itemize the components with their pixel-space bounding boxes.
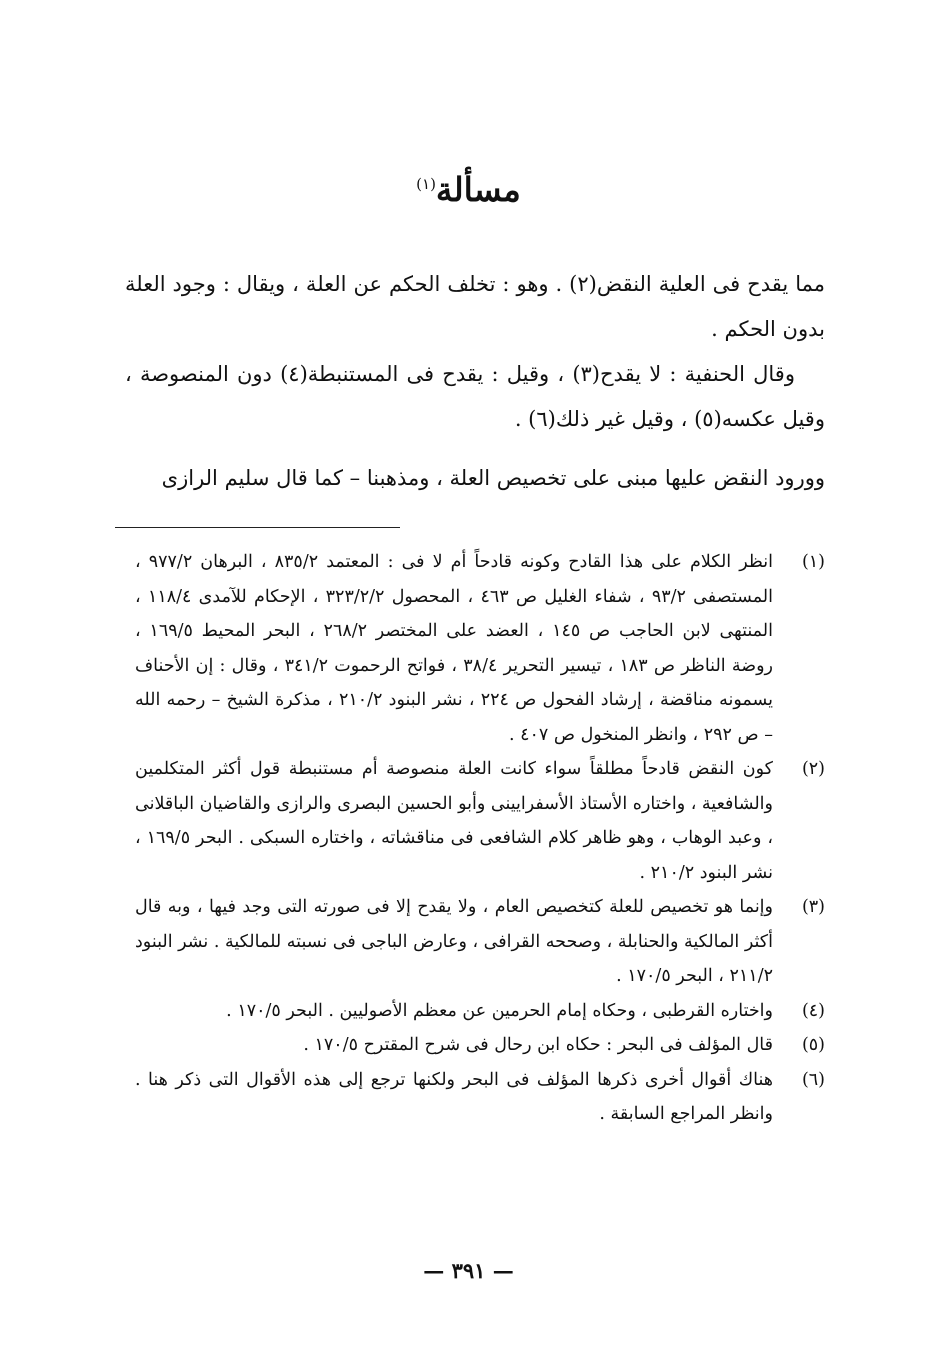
footnote-number: (٣): [801, 897, 825, 917]
footnote-separator: [115, 527, 400, 528]
footnote-4: [135, 994, 825, 1029]
footnote-number: (١): [801, 552, 825, 572]
footnote-text: واختاره القرطبى ، وحكاه إمام الحرمين عن معظم الأصوليين . البحر ١٧٠/٥ .: [226, 1000, 773, 1021]
paragraph-1: مما يقدح فى العلية النقض(٢) . وهو : تخلف الحكم عن العلة ، ويقال : وجود العلة بدون الحكم .: [125, 272, 825, 341]
footnote-text: انظر الكلام على هذا القادح وكونه قادحاً أم لا فى : المعتمد ٨٣٥/٢ ، البرهان ٩٧٧/٢ ، المستصفى ٩٣/٢ ، شفاء الغليل ص ٤٦٣ ، المحصول ٣٢٣/٢/٢ ، الإحكام للآمدى ١١٨/٤ ، المنتهى لابن الحاجب ص ١٤٥ ، العضد على المختصر ٢٦٨/٢ ، البحر المحيط ١٦٩/٥ ، روضة الناظر ص ١٨٣ ، تيسير التحرير ٣٨/٤ ، فواتح الرحموت ٣٤١/٢ ، وقال : إن الأحناف يسمونه مناقضة ، إرشاد الفحول ص ٢٢٤ ، نشر البنود ٢١٠/٢ ، مذكرة الشيخ – رحمه الله – ص ٢٩٢ ، وانظر المنخول ص ٤٠٧ .: [135, 552, 774, 745]
title-text: مسألة: [435, 170, 521, 209]
section-title: [0, 170, 937, 209]
footnote-3: [135, 890, 825, 994]
footnotes: [135, 545, 825, 1132]
footnote-text: هناك أقوال أخرى ذكرها المؤلف فى البحر ولكنها ترجع إلى هذه الأقوال التى ذكر هنا . وانظر المراجع السابقة .: [135, 1069, 773, 1124]
footnote-2: [135, 752, 825, 890]
paragraph-3: وورود النقض عليها مبنى على تخصيص العلة ، ومذهبنا – كما قال سليم الرازى: [161, 466, 825, 490]
footnote-number: (٢): [801, 759, 825, 779]
main-text: [125, 262, 825, 501]
footnote-text: قال المؤلف فى البحر : حكاه ابن رحال فى شرح المقترح ١٧٠/٥ .: [303, 1035, 773, 1055]
footnote-1: [135, 545, 825, 752]
footnote-text: كون النقض قادحاً مطلقاً سواء كانت العلة منصوصة أم مستنبطة قول أكثر المتكلمين والشافعية ، واختاره الأستاذ الأسفرايينى وأبو الحسين البصرى والرازى والقاضيان الباقلانى ، وعبد الوهاب ، وهو ظاهر كلام الشافعى فى مناقشاته ، واختاره السبكى . البحر ١٦٩/٥ ، نشر البنود ٢١٠/٢ .: [135, 759, 773, 883]
footnote-5: [135, 1028, 825, 1063]
footnote-number: (٦): [801, 1069, 825, 1090]
footnote-text: وإنما هو تخصيص للعلة كتخصيص العام ، ولا يقدح إلا فى صورته التى وجد فيها ، وبه قال أكثر المالكية والحنابلة ، وصححه القرافى ، وعارض الباجى فى نسبته للمالكية . نشر البنود ٢١١/٢ ، البحر ١٧٠/٥ .: [135, 897, 773, 986]
title-footnote-ref: (١): [416, 175, 436, 193]
paragraph-2: وقال الحنفية : لا يقدح(٣) ، وقيل : يقدح فى المستنبطة(٤) دون المنصوصة ، وقيل عكسه(٥) ، وقيل غير ذلك(٦) .: [125, 362, 825, 431]
page-number: — ٣٩١ —: [423, 1258, 514, 1283]
footnote-6: [135, 1063, 825, 1132]
footnote-number: (٥): [801, 1035, 825, 1055]
footnote-number: (٤): [801, 1000, 825, 1021]
